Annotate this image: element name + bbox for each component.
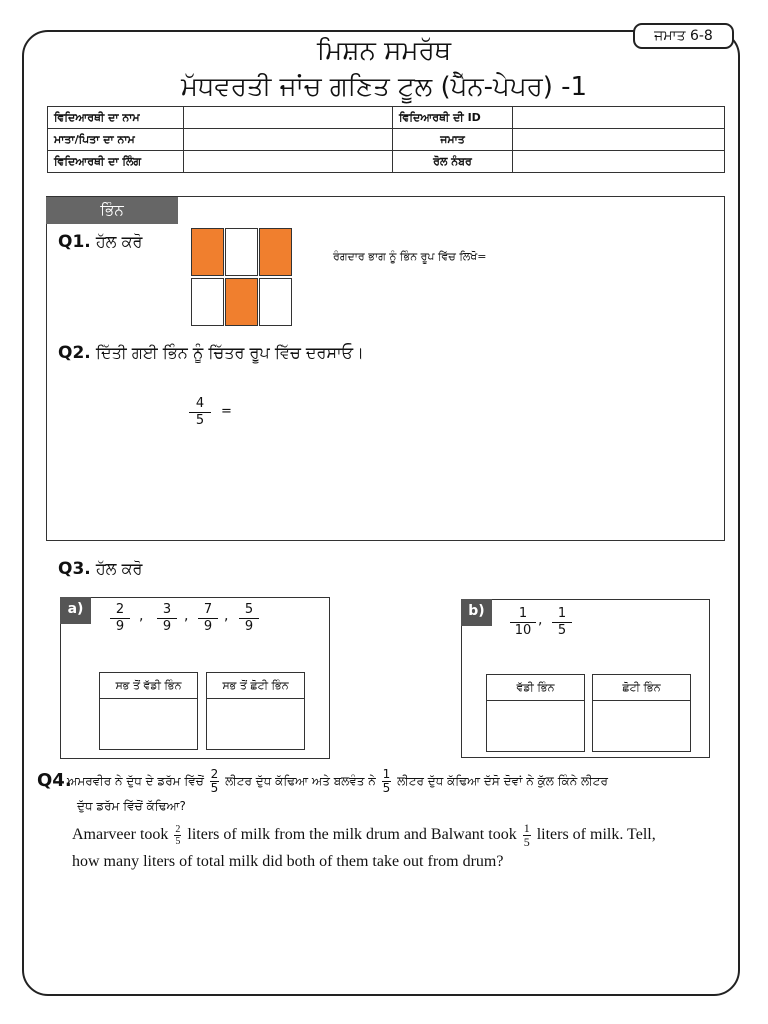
q4-en-part: liters of milk. Tell,: [536, 826, 656, 844]
q3b-smaller-answer-box[interactable]: [592, 700, 691, 752]
denominator: 5: [382, 781, 391, 795]
q2-numerator: 4: [189, 396, 211, 413]
numerator: 1: [523, 821, 530, 835]
grid-cell: [225, 228, 258, 276]
q4-pa-part: ਲੀਟਰ ਦੁੱਧ ਕੱਢਿਆ ਦੱਸੋ ਦੋਵਾਂ ਨੇ ਕੁੱਲ ਕਿੰਨੇ ਲੀਟਰ: [397, 774, 608, 788]
q3-heading: [58, 559, 142, 579]
q3b-label: b): [461, 599, 492, 626]
grid-cell: [259, 228, 292, 276]
q3-text: ਹੱਲ ਕਰੋ: [95, 559, 143, 578]
q2-number: Q2.: [58, 343, 91, 363]
section-title: ਭਿੰਨ: [46, 197, 178, 224]
q1-instruction: ਰੰਗਦਾਰ ਭਾਗ ਨੂੰ ਭਿੰਨ ਰੂਪ ਵਿੱਚ ਲਿਖੋ=: [333, 250, 487, 263]
q1-shaded-grid: [191, 228, 292, 327]
grade-label: ਜਮਾਤ 6-8: [633, 23, 734, 49]
q3b-fraction-1: [510, 606, 536, 639]
student-gender-field[interactable]: [184, 151, 393, 173]
q1-text: ਹੱਲ ਕਰੋ: [95, 232, 143, 251]
q4-fraction-2: [382, 768, 392, 795]
roll-no-label: ਰੋਲ ਨੰਬਰ: [393, 151, 513, 173]
denominator: 5: [175, 836, 181, 847]
grid-cell: [225, 278, 258, 326]
parent-name-field[interactable]: [184, 129, 393, 151]
q4-en-fraction-1: [174, 824, 181, 847]
q4-pa-part: ਅਮਰਵੀਰ ਨੇ ਦੁੱਧ ਦੇ ਡਰੱਮ ਵਿੱਚੋਂ: [67, 774, 204, 788]
denominator: 9: [244, 619, 254, 634]
title-line-1: ਮਿਸ਼ਨ ਸਮਰੱਥ: [316, 36, 452, 66]
q3a-smallest-header: ਸਭ ਤੋਂ ਛੋਟੀ ਭਿੰਨ: [206, 672, 305, 699]
numerator: 1: [552, 606, 572, 623]
student-name-field[interactable]: [184, 107, 393, 129]
q2-equals: =: [221, 404, 232, 419]
numerator: 3: [157, 602, 177, 619]
denominator: 5: [557, 623, 567, 638]
denominator: 5: [210, 781, 219, 795]
grid-cell: [191, 278, 224, 326]
q2-text: ਦਿੱਤੀ ਗਈ ਭਿੰਨ ਨੂੰ ਚਿੱਤਰ ਰੂਪ ਵਿੱਚ ਦਰਸਾਓ।: [95, 343, 364, 362]
fractions-section-box: [46, 196, 725, 541]
separator: ,: [139, 608, 144, 624]
separator: ,: [184, 608, 189, 624]
q4-punjabi-text: [67, 768, 727, 817]
q3-number: Q3.: [58, 559, 91, 579]
q4-en-part: how many liters of total milk did both of them take out from drum?: [72, 853, 504, 870]
separator: ,: [538, 612, 543, 628]
grid-cell: [259, 278, 292, 326]
q4-en-fraction-2: [523, 822, 531, 849]
denominator: 5: [523, 835, 530, 849]
numerator: 7: [198, 602, 218, 619]
numerator: 2: [175, 824, 181, 835]
numerator: 5: [239, 602, 259, 619]
q3b-smaller-header: ਛੋਟੀ ਭਿੰਨ: [592, 674, 691, 701]
class-label: ਜਮਾਤ: [393, 129, 513, 151]
numerator: 2: [210, 767, 219, 781]
q3a-smallest-answer-box[interactable]: [206, 698, 305, 750]
q4-pa-part: ਦੁੱਧ ਡਰੱਮ ਵਿੱਚੋਂ ਕੱਢਿਆ?: [77, 799, 186, 813]
q2-heading: [58, 343, 364, 363]
q3a-fraction-1: [110, 602, 130, 635]
q3a-largest-answer-box[interactable]: [99, 698, 198, 750]
q4-number: Q4.: [37, 770, 72, 791]
q4-fraction-1: [210, 768, 220, 795]
q1-number: Q1.: [58, 232, 91, 252]
q3b-larger-header: ਵੱਡੀ ਭਿੰਨ: [486, 674, 585, 701]
q4-pa-part: ਲੀਟਰ ਦੁੱਧ ਕੱਢਿਆ ਅਤੇ ਬਲਵੰਤ ਨੇ: [225, 774, 376, 788]
q4-en-part: liters of milk from the milk drum and Balwant took: [187, 826, 517, 844]
q3a-fraction-3: [198, 602, 218, 635]
q3a-fraction-2: [157, 602, 177, 635]
denominator: 9: [203, 619, 213, 634]
grid-cell: [191, 228, 224, 276]
q4-en-part: Amarveer took: [72, 826, 169, 844]
q2-denominator: 5: [195, 413, 205, 428]
q3a-largest-header: ਸਭ ਤੋਂ ਵੱਡੀ ਭਿੰਨ: [99, 672, 198, 699]
denominator: 9: [162, 619, 172, 634]
q3a-fraction-4: [239, 602, 259, 635]
q3b-fraction-2: [552, 606, 572, 639]
denominator: 10: [514, 623, 532, 638]
student-gender-label: ਵਿਦਿਆਰਥੀ ਦਾ ਲਿੰਗ: [48, 151, 184, 173]
parent-name-label: ਮਾਤਾ/ਪਿਤਾ ਦਾ ਨਾਮ: [48, 129, 184, 151]
student-id-label: ਵਿਦਿਆਰਥੀ ਦੀ ID: [393, 107, 513, 129]
title-line-2: ਮੱਧਵਰਤੀ ਜਾਂਚ ਗਣਿਤ ਟੂਲ (ਪੈੱਨ-ਪੇਪਰ) -1: [180, 72, 588, 102]
denominator: 9: [115, 619, 125, 634]
student-info-table: [47, 106, 725, 173]
numerator: 2: [110, 602, 130, 619]
student-id-field[interactable]: [513, 107, 725, 129]
q1-heading: [58, 232, 142, 252]
q4-english-text: [72, 822, 732, 875]
numerator: 1: [382, 767, 391, 781]
q3a-label: a): [60, 597, 91, 624]
student-name-label: ਵਿਦਿਆਰਥੀ ਦਾ ਨਾਮ: [48, 107, 184, 129]
separator: ,: [224, 608, 229, 624]
numerator: 1: [510, 606, 536, 623]
class-field[interactable]: [513, 129, 725, 151]
roll-no-field[interactable]: [513, 151, 725, 173]
q2-fraction: [189, 396, 211, 429]
q3b-larger-answer-box[interactable]: [486, 700, 585, 752]
